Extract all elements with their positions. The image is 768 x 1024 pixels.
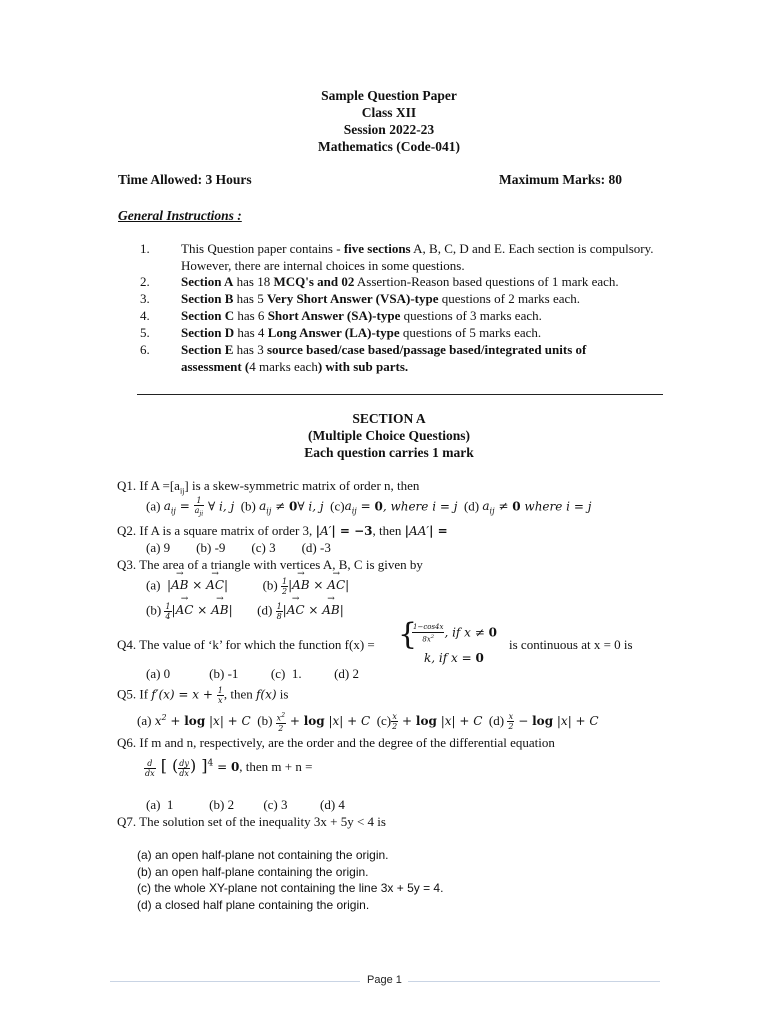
instruction-number: 4.	[140, 308, 150, 323]
instruction-number: 2.	[140, 274, 150, 289]
footer-rule-left	[110, 981, 360, 982]
general-instructions-title: General Instructions :	[118, 208, 242, 223]
question-5-options: (a) $x^2 + \log |x| + C$ (b) $\frac{x^2}{2}$ + log |x| + C (c) $\frac{x}{2}$ + log |x| + C (d) $\frac{x}{2}$ − log |x| + C	[137, 712, 599, 733]
instruction-number: 3.	[140, 291, 150, 306]
question-6: Q6. If m and n, respectively, are the order and the degree of the differential equation	[117, 735, 555, 750]
question-4-suffix: is continuous at x = 0 is	[509, 637, 633, 652]
time-allowed: Time Allowed: 3 Hours	[118, 172, 252, 187]
instruction-number: 5.	[140, 325, 150, 340]
question-3-options-row-2: (b) $\frac{1}{4}$ |→ AC × → AB| (d) $\frac{1}{8}$ |→ AC × → AB|	[146, 602, 344, 621]
question-4: Q4. The value of ‘k’ for which the function f(x) =	[117, 637, 375, 652]
section-title: SECTION A	[352, 411, 426, 426]
instruction-item: Section C has 6 Short Answer (SA)-type questions of 3 marks each.	[181, 308, 542, 323]
question-7-option-c: (c) the whole XY-plane not containing the line 3x + 5y = 4.	[137, 881, 444, 895]
session-label: Session 2022-23	[343, 122, 435, 137]
instruction-item: Section B has 5 Very Short Answer (VSA)-type questions of 2 marks each.	[181, 291, 581, 306]
page-number: Page 1	[367, 974, 402, 986]
question-5: Q5. If f′(x) = x + $\frac{1}{x}$ , then f(x) is	[117, 686, 289, 705]
question-3: Q3. The area of a triangle with vertices A, B, C is given by	[117, 557, 423, 572]
instruction-item: Section A has 18 MCQ's and 02 Assertion-Reason based questions of 1 mark each.	[181, 274, 619, 289]
instruction-item: Section E has 3 source based/case based/passage based/integrated units of assessment (4 marks each) with sub parts.	[181, 342, 587, 374]
instruction-item: This Question paper contains - five sections A, B, C, D and E. Each section is compulsory. However, there are internal choices in some questions.	[181, 241, 654, 273]
question-2: Q2. If A is a square matrix of order 3, |A′| = −3, then |AA′| =	[117, 523, 448, 538]
question-7: Q7. The solution set of the inequality 3x + 5y < 4 is	[117, 814, 386, 829]
question-7-option-a: (a) an open half-plane not containing the origin.	[137, 848, 389, 862]
divider	[137, 394, 663, 395]
max-marks: Maximum Marks: 80	[499, 172, 622, 187]
question-1-options: (a) $a_{ij}$ = $\frac{1}{a_{ji}}$ ∀ i, j (b) $a_{ij}$ ≠ 0∀ i, j $(c)a_{ij} = 0$, where i = j (d) $a_{ij} \ne 0$ where i = j	[146, 496, 592, 518]
question-4-options: (a) 0 (b) -1 (c) 1. (d) 2	[146, 666, 360, 681]
piecewise-brace: {	[398, 617, 418, 652]
paper-title: Sample Question Paper	[321, 88, 457, 103]
section-note: Each question carries 1 mark	[304, 445, 474, 460]
class-label: Class XII	[361, 105, 417, 120]
question-3-options-row-1: (a) |→ AB × → AC| (b) $\frac{1}{2}$ |→ AB × → AC|	[146, 577, 349, 596]
question-7-option-b: (b) an open half-plane containing the origin.	[137, 865, 369, 879]
question-7-option-d: (d) a closed half plane containing the origin.	[137, 898, 370, 912]
instruction-number: 6.	[140, 342, 150, 357]
footer-rule-right	[408, 981, 660, 982]
subject-label: Mathematics (Code-041)	[317, 139, 461, 154]
question-2-options: (a) 9 (b) -9 (c) 3 (d) -3	[146, 540, 331, 555]
question-1: Q1. If $A =[a_{ij}]$ is a skew-symmetric matrix of order n, then	[117, 478, 420, 496]
question-6-options: (a) 1 (b) 2 (c) 3 (d) 4	[146, 797, 345, 812]
instruction-number: 1.	[140, 241, 150, 256]
differential-equation: $\frac{d}{dx}$ [ ( $\frac{dy}{dx}$ ) ]$^4$ = 0, then m + n =	[145, 756, 313, 778]
piecewise-case-2: k, if x = 0	[424, 651, 484, 665]
piecewise-case-1: $\frac{1-\cos 4x}{8x^2}$ , if x ≠ 0	[413, 623, 497, 644]
section-subtitle: (Multiple Choice Questions)	[308, 428, 470, 443]
instruction-item: Section D has 4 Long Answer (LA)-type questions of 5 marks each.	[181, 325, 542, 340]
